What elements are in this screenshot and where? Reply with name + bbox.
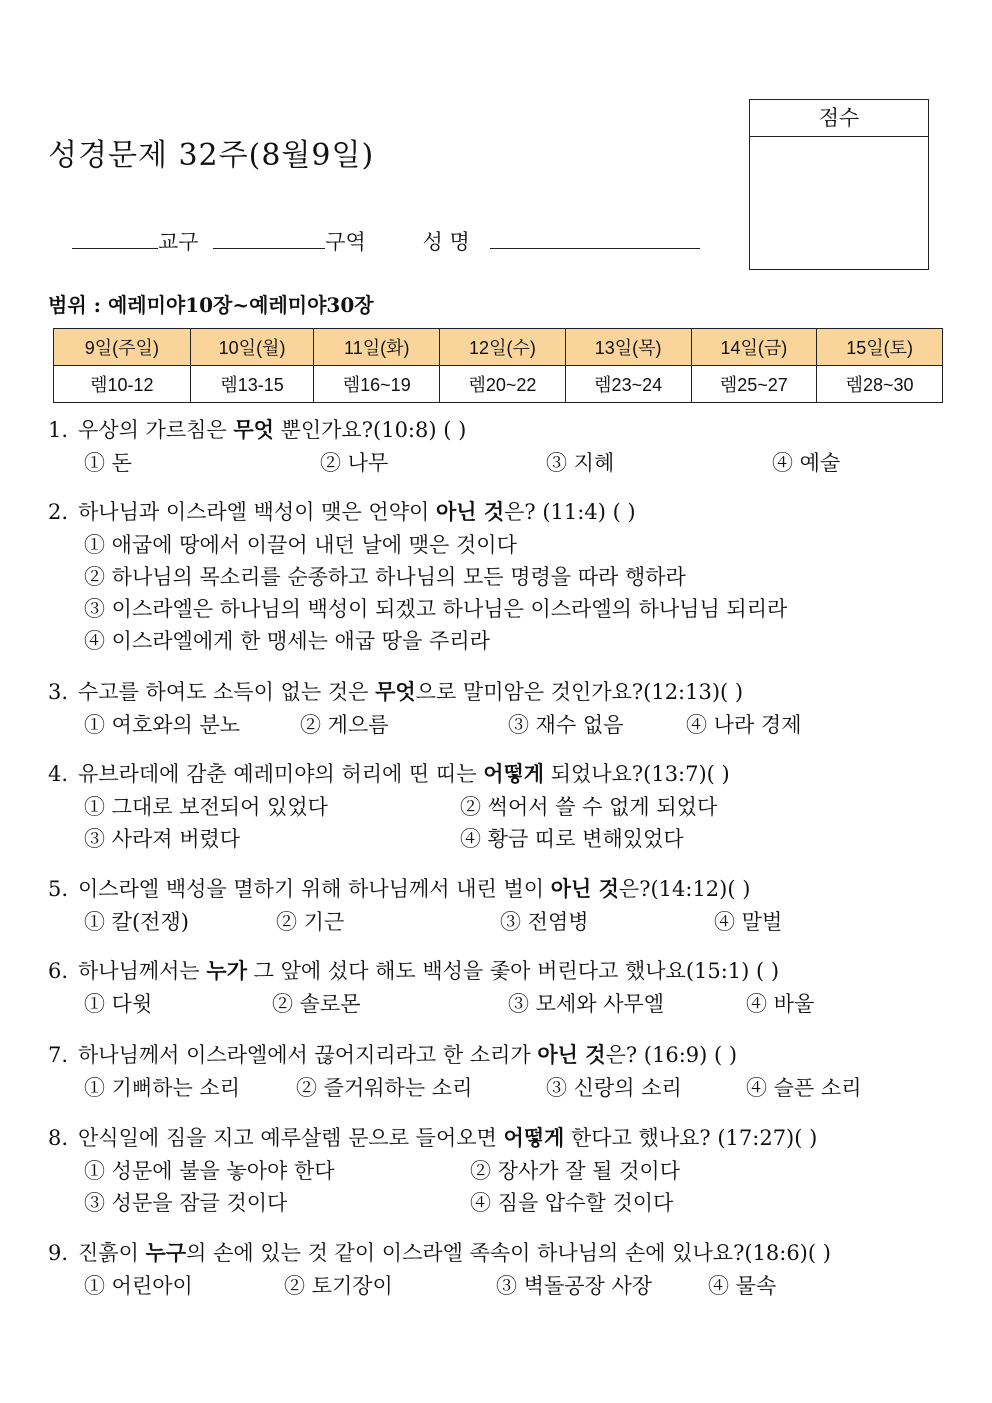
question-keyword: 누구 xyxy=(145,1240,187,1265)
option[interactable]: ④ 바울 xyxy=(746,992,815,1016)
question-keyword: 무엇 xyxy=(233,417,274,442)
question-number: 5. xyxy=(48,877,69,901)
option[interactable]: ① 기뻐하는 소리 xyxy=(84,1076,241,1100)
question-9 xyxy=(48,1237,831,1267)
parish-blank[interactable] xyxy=(72,230,158,249)
question-text-end: 으로 말미암은 것인가요?(12:13)( ) xyxy=(415,680,744,704)
question-text-end: 은?(14:12)( ) xyxy=(618,877,751,901)
option[interactable]: ② 나무 xyxy=(320,451,389,475)
question-text: 하나님과 이스라엘 백성이 맺은 언약이 xyxy=(78,500,436,524)
question-number: 6. xyxy=(48,959,69,983)
schedule-days-row xyxy=(54,329,943,366)
schedule-chapter: 렘23~24 xyxy=(565,366,691,403)
option[interactable]: ③ 벽돌공장 사장 xyxy=(496,1274,653,1298)
question-text: 수고를 하여도 소득이 없는 것은 xyxy=(78,680,376,704)
option[interactable]: ① 돈 xyxy=(84,451,132,475)
question-number: 9. xyxy=(48,1241,69,1265)
question-text: 안식일에 짐을 지고 예루살렘 문으로 들어오면 xyxy=(78,1126,504,1150)
question-text-end: 은? (11:4) ( ) xyxy=(504,500,636,524)
question-number: 8. xyxy=(48,1126,69,1150)
schedule-chapter: 렘20~22 xyxy=(440,366,566,403)
question-text: 하나님께서는 xyxy=(78,959,207,983)
question-keyword: 아닌 것 xyxy=(435,499,505,524)
schedule-day: 14일(금) xyxy=(691,329,817,366)
option[interactable]: ④ 나라 경제 xyxy=(686,713,802,737)
option[interactable]: ① 애굽에 땅에서 이끌어 내던 날에 맺은 것이다 xyxy=(84,533,517,557)
schedule-chapter: 렘16~19 xyxy=(314,366,440,403)
option[interactable]: ④ 예술 xyxy=(772,451,841,475)
question-text: 유브라데에 감춘 예레미야의 허리에 띤 띠는 xyxy=(78,762,484,786)
district-label: 구역 xyxy=(325,230,366,254)
question-text: 우상의 가르침은 xyxy=(78,418,234,442)
option[interactable]: ① 그대로 보전되어 있었다 xyxy=(84,795,328,819)
option[interactable]: ③ 지혜 xyxy=(546,451,615,475)
option[interactable]: ② 솔로몬 xyxy=(272,992,361,1016)
option[interactable]: ② 기근 xyxy=(276,910,345,934)
option[interactable]: ① 여호와의 분노 xyxy=(84,713,241,737)
question-3 xyxy=(48,676,743,706)
reading-range: 범위 : 예레미야10장~예레미야30장 xyxy=(48,293,374,317)
question-8 xyxy=(48,1122,817,1152)
question-keyword: 아닌 것 xyxy=(537,1042,606,1067)
question-keyword: 누가 xyxy=(206,958,247,983)
question-text-end: 되었나요?(13:7)( ) xyxy=(544,762,730,786)
question-5 xyxy=(48,873,750,903)
district-blank[interactable] xyxy=(213,230,325,249)
question-keyword: 어떻게 xyxy=(503,1125,565,1150)
question-2 xyxy=(48,496,636,526)
option[interactable]: ④ 슬픈 소리 xyxy=(746,1076,862,1100)
schedule-chapter: 렘28~30 xyxy=(817,366,943,403)
schedule-day: 10일(월) xyxy=(190,329,314,366)
schedule-chapter: 렘10-12 xyxy=(54,366,191,403)
question-6 xyxy=(48,955,779,985)
reading-schedule-table xyxy=(53,328,943,403)
schedule-day: 11일(화) xyxy=(314,329,440,366)
option[interactable]: ① 어린아이 xyxy=(84,1274,193,1298)
question-keyword: 무엇 xyxy=(375,679,416,704)
option[interactable]: ④ 짐을 압수할 것이다 xyxy=(470,1191,674,1215)
option[interactable]: ① 성문에 불을 놓아야 한다 xyxy=(84,1159,335,1183)
option[interactable]: ② 게으름 xyxy=(300,713,389,737)
option[interactable]: ③ 사라져 버렸다 xyxy=(84,827,241,851)
question-number: 2. xyxy=(48,500,69,524)
schedule-day: 13일(목) xyxy=(565,329,691,366)
question-7 xyxy=(48,1039,737,1069)
option[interactable]: ③ 성문을 잠글 것이다 xyxy=(84,1191,288,1215)
option[interactable]: ③ 재수 없음 xyxy=(508,713,624,737)
option[interactable]: ② 썩어서 쓸 수 없게 되었다 xyxy=(460,795,718,819)
question-number: 3. xyxy=(48,680,69,704)
option[interactable]: ② 장사가 잘 될 것이다 xyxy=(470,1159,680,1183)
question-number: 1. xyxy=(48,418,69,442)
schedule-day: 9일(주일) xyxy=(54,329,191,366)
question-text-end: 은? (16:9) ( ) xyxy=(605,1043,738,1067)
schedule-chapter: 렘25~27 xyxy=(691,366,817,403)
option[interactable]: ② 토기장이 xyxy=(284,1274,393,1298)
page-title: 성경문제 32주(8월9일) xyxy=(48,138,375,173)
option[interactable]: ④ 물속 xyxy=(708,1274,777,1298)
question-text-end: 의 손에 있는 것 같이 이스라엘 족속이 하나님의 손에 있나요?(18:6)( ) xyxy=(186,1241,831,1265)
schedule-day: 15일(토) xyxy=(817,329,943,366)
question-text-end: 뿐인가요?(10:8) ( ) xyxy=(273,418,467,442)
option[interactable]: ③ 모세와 사무엘 xyxy=(508,992,665,1016)
score-box[interactable] xyxy=(749,99,929,270)
question-keyword: 아닌 것 xyxy=(550,876,619,901)
option[interactable]: ① 다윗 xyxy=(84,992,153,1016)
option[interactable]: ④ 말벌 xyxy=(714,910,783,934)
score-label: 점수 xyxy=(750,100,928,137)
name-label: 성 명 xyxy=(422,230,470,254)
question-text: 이스라엘 백성을 멸하기 위해 하나님께서 내린 벌이 xyxy=(78,877,551,901)
schedule-chapters-row xyxy=(54,366,943,403)
option[interactable]: ② 즐거워하는 소리 xyxy=(296,1076,473,1100)
question-number: 7. xyxy=(48,1043,69,1067)
question-4 xyxy=(48,758,730,788)
schedule-chapter: 렘13-15 xyxy=(190,366,314,403)
option[interactable]: ③ 신랑의 소리 xyxy=(546,1076,682,1100)
option[interactable]: ④ 이스라엘에게 한 맹세는 애굽 땅을 주리라 xyxy=(84,629,490,653)
question-1 xyxy=(48,414,466,444)
question-keyword: 어떻게 xyxy=(483,761,545,786)
option[interactable]: ② 하나님의 목소리를 순종하고 하나님의 모든 명령을 따라 행하라 xyxy=(84,565,686,589)
question-text: 하나님께서 이스라엘에서 끊어지리라고 한 소리가 xyxy=(78,1043,538,1067)
name-blank[interactable] xyxy=(490,230,700,249)
schedule-day: 12일(수) xyxy=(440,329,566,366)
option[interactable]: ③ 이스라엘은 하나님의 백성이 되겠고 하나님은 이스라엘의 하나님님 되리라 xyxy=(84,597,788,621)
question-number: 4. xyxy=(48,762,69,786)
question-text: 진흙이 xyxy=(78,1241,146,1265)
question-text-end: 한다고 했나요? (17:27)( ) xyxy=(564,1126,818,1150)
parish-label: 교구 xyxy=(158,230,199,254)
option[interactable]: ① 칼(전쟁) xyxy=(84,910,189,934)
student-info-line xyxy=(72,226,700,256)
option[interactable]: ③ 전염병 xyxy=(500,910,589,934)
option[interactable]: ④ 황금 띠로 변해있었다 xyxy=(460,827,684,851)
question-text-end: 그 앞에 섰다 해도 백성을 좇아 버린다고 했나요(15:1) ( ) xyxy=(246,959,780,983)
